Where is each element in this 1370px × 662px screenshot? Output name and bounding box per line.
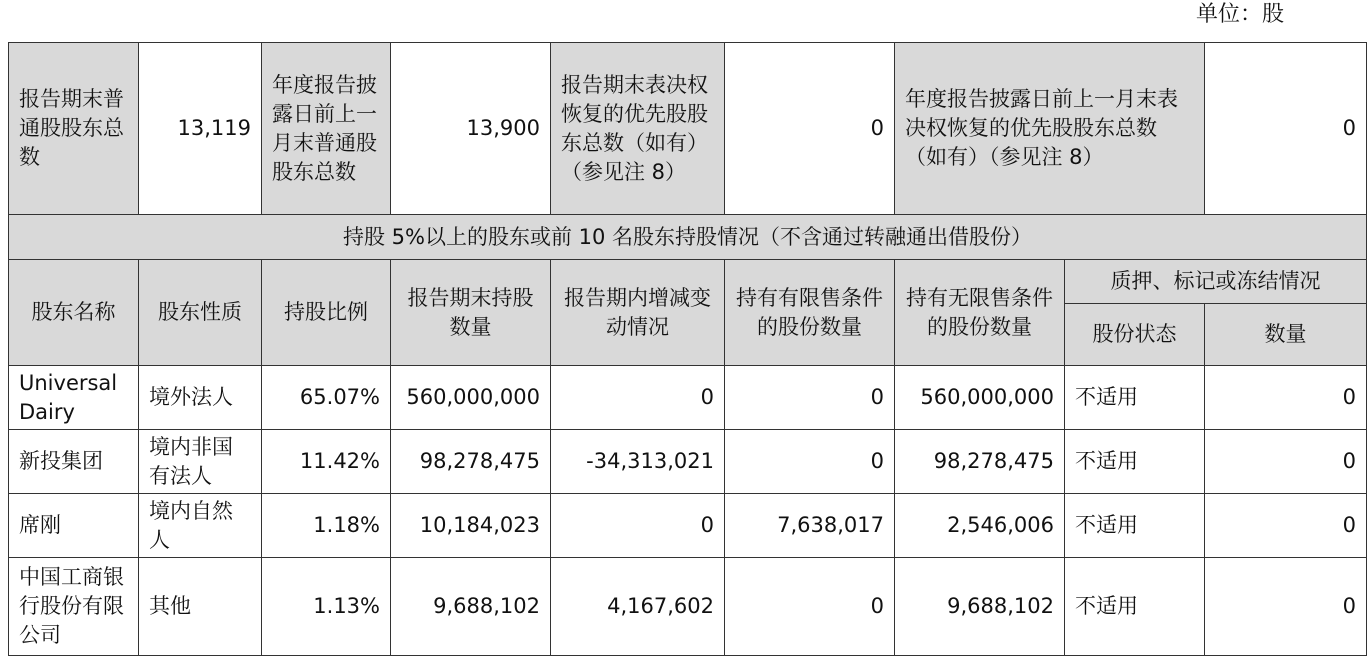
- header-pledge-group: 质押、标记或冻结情况: [1065, 260, 1367, 304]
- period-change: 0: [551, 366, 725, 430]
- pledge-status: 不适用: [1065, 558, 1205, 656]
- unit-label: 单位：股: [1196, 2, 1285, 27]
- shareholder-nature: 境内自然人: [139, 494, 262, 558]
- shareholder-name: 中国工商银行股份有限公司: [9, 558, 139, 656]
- end-quantity: 560,000,000: [391, 366, 551, 430]
- section-title-row: [9, 215, 1367, 260]
- pledge-quantity: 0: [1205, 558, 1367, 656]
- shareholder-nature: 境外法人: [139, 366, 262, 430]
- pledge-status: 不适用: [1065, 494, 1205, 558]
- unrestricted-shares: 98,278,475: [895, 430, 1065, 494]
- header-pledge-status: 股份状态: [1065, 304, 1205, 366]
- shareholder-name: 新投集团: [9, 430, 139, 494]
- summary-value-2: 13,900: [391, 43, 551, 215]
- end-quantity: 9,688,102: [391, 558, 551, 656]
- header-change: 报告期内增减变动情况: [551, 260, 725, 366]
- header-row: [9, 260, 1367, 304]
- end-quantity: 10,184,023: [391, 494, 551, 558]
- table-row: [9, 558, 1367, 656]
- shareholding-ratio: 1.13%: [262, 558, 391, 656]
- shareholding-ratio: 11.42%: [262, 430, 391, 494]
- restricted-shares: 0: [725, 558, 895, 656]
- period-change: 0: [551, 494, 725, 558]
- pledge-quantity: 0: [1205, 494, 1367, 558]
- header-name: 股东名称: [9, 260, 139, 366]
- header-nature: 股东性质: [139, 260, 262, 366]
- shareholder-name: Universal Dairy: [9, 366, 139, 430]
- summary-value-4: 0: [1205, 43, 1367, 215]
- shareholding-ratio: 65.07%: [262, 366, 391, 430]
- summary-value-3: 0: [725, 43, 895, 215]
- pledge-quantity: 0: [1205, 430, 1367, 494]
- header-unrestricted: 持有无限售条件的股份数量: [895, 260, 1065, 366]
- summary-label-4: 年度报告披露日前上一月末表决权恢复的优先股股东总数（如有）（参见注 8）: [895, 43, 1205, 215]
- unrestricted-shares: 9,688,102: [895, 558, 1065, 656]
- header-pledge-qty: 数量: [1205, 304, 1367, 366]
- table-row: [9, 494, 1367, 558]
- restricted-shares: 7,638,017: [725, 494, 895, 558]
- header-restricted: 持有有限售条件的股份数量: [725, 260, 895, 366]
- table-row: [9, 430, 1367, 494]
- shareholding-ratio: 1.18%: [262, 494, 391, 558]
- shareholder-name: 席刚: [9, 494, 139, 558]
- end-quantity: 98,278,475: [391, 430, 551, 494]
- pledge-status: 不适用: [1065, 430, 1205, 494]
- pledge-quantity: 0: [1205, 366, 1367, 430]
- unrestricted-shares: 2,546,006: [895, 494, 1065, 558]
- period-change: -34,313,021: [551, 430, 725, 494]
- summary-label-3: 报告期末表决权恢复的优先股股东总数（如有）（参见注 8）: [551, 43, 725, 215]
- summary-label-1: 报告期末普通股股东总数: [9, 43, 139, 215]
- header-end-qty: 报告期末持股数量: [391, 260, 551, 366]
- table-row: [9, 366, 1367, 430]
- shareholder-nature: 境内非国有法人: [139, 430, 262, 494]
- shareholder-table: [8, 42, 1367, 656]
- summary-row: [9, 43, 1367, 215]
- period-change: 4,167,602: [551, 558, 725, 656]
- summary-value-1: 13,119: [139, 43, 262, 215]
- unrestricted-shares: 560,000,000: [895, 366, 1065, 430]
- shareholder-nature: 其他: [139, 558, 262, 656]
- restricted-shares: 0: [725, 366, 895, 430]
- restricted-shares: 0: [725, 430, 895, 494]
- section-title: 持股 5%以上的股东或前 10 名股东持股情况（不含通过转融通出借股份）: [9, 215, 1367, 260]
- header-ratio: 持股比例: [262, 260, 391, 366]
- summary-label-2: 年度报告披露日前上一月末普通股股东总数: [262, 43, 391, 215]
- pledge-status: 不适用: [1065, 366, 1205, 430]
